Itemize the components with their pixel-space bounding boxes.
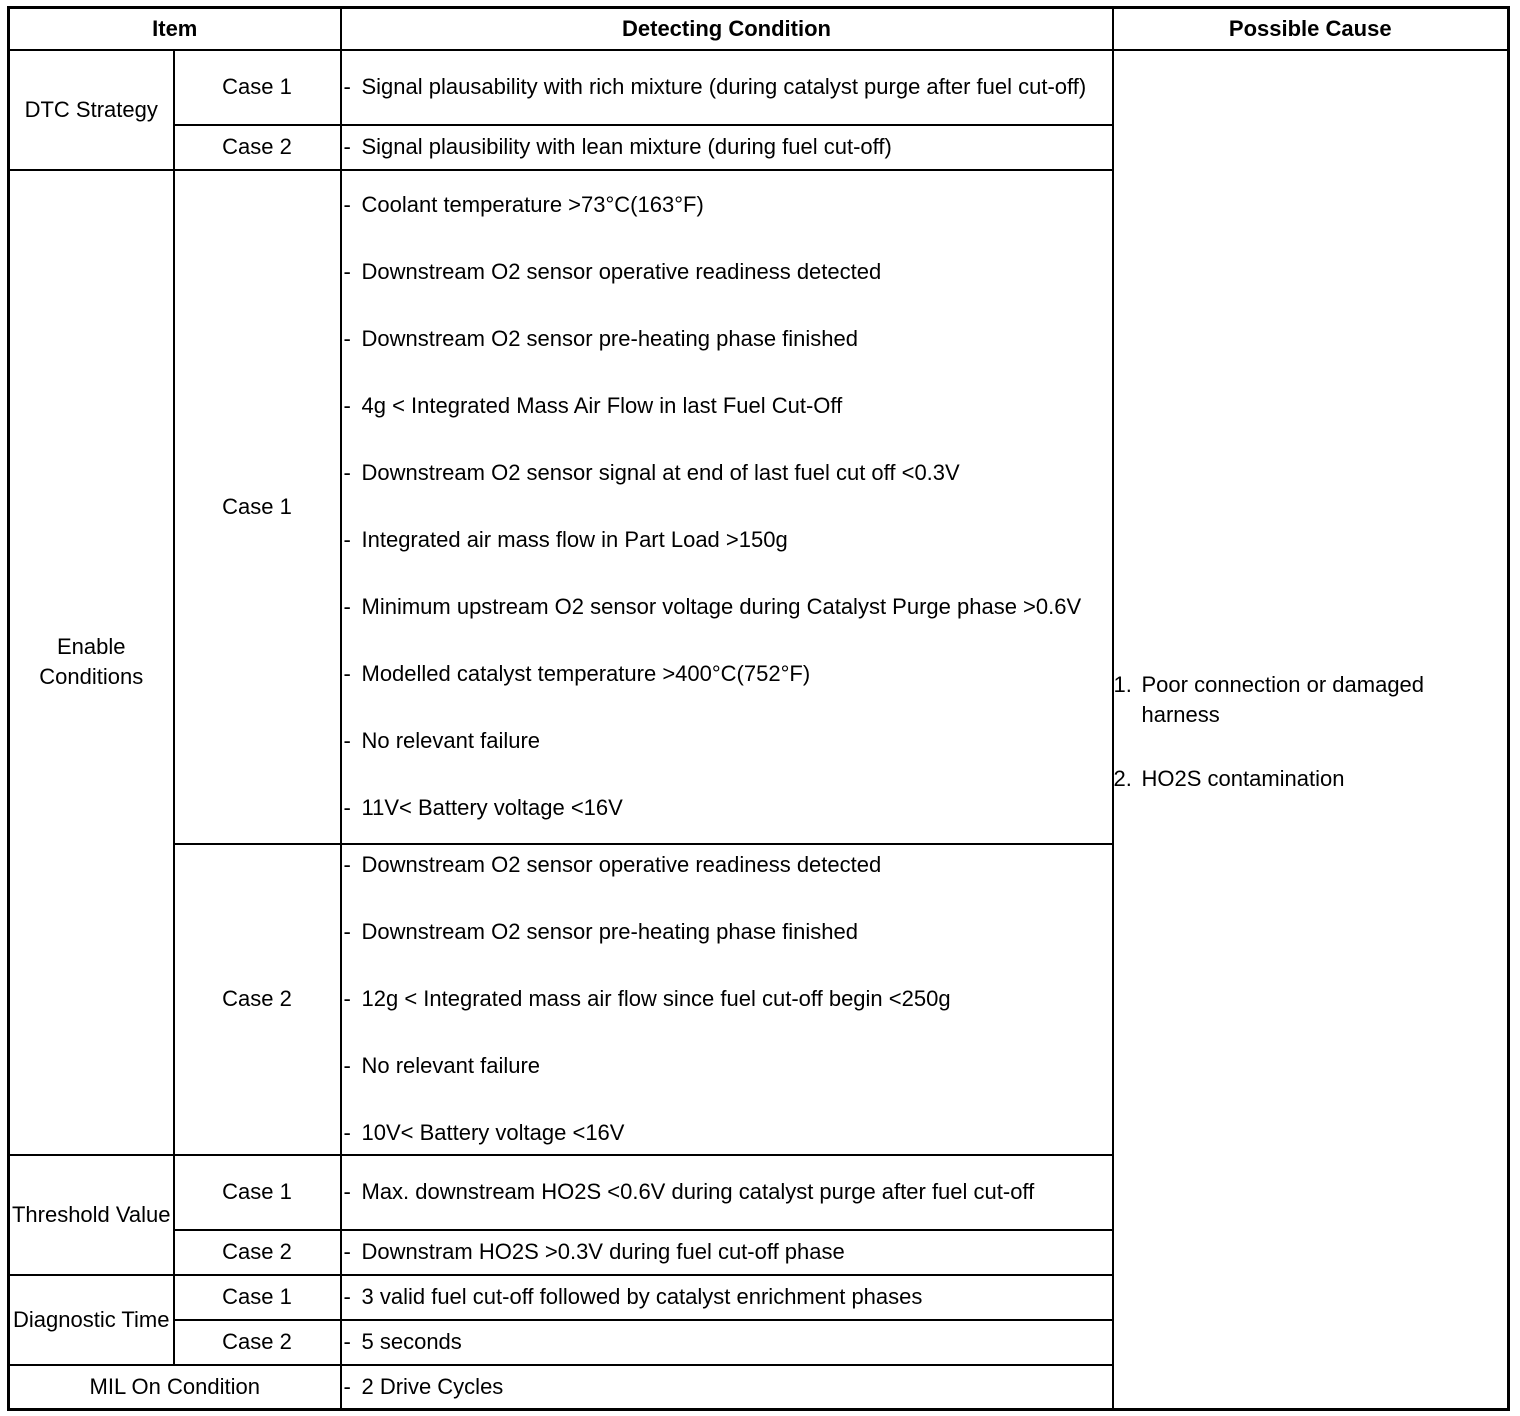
condition-item: - 12g < Integrated mass air flow since fuel cut-off begin <250g (343, 986, 951, 1011)
dtc-table (7, 6, 1510, 1411)
header-item: Item (9, 8, 341, 50)
condition-item: - Downstream O2 sensor signal at end of last fuel cut off <0.3V (343, 460, 960, 485)
condition-item: - Signal plausibility with lean mixture (during fuel cut-off) (343, 134, 892, 159)
case-label: Case 2 (174, 844, 341, 1155)
header-detecting-condition: Detecting Condition (341, 8, 1113, 50)
header-row (9, 8, 1509, 50)
case-label: Case 1 (174, 1275, 341, 1320)
case-label: Case 1 (174, 170, 341, 844)
condition-cell (341, 1275, 1113, 1320)
case-label: Case 2 (174, 1230, 341, 1275)
condition-item: - Downstram HO2S >0.3V during fuel cut-off phase (343, 1239, 845, 1264)
condition-item: - Downstream O2 sensor pre-heating phase finished (343, 326, 858, 351)
condition-item: - Modelled catalyst temperature >400°C(752°F) (343, 661, 811, 686)
condition-item: - Downstream O2 sensor pre-heating phase finished (343, 919, 858, 944)
condition-cell (341, 170, 1113, 844)
case-label: Case 1 (174, 1155, 341, 1230)
condition-cell (341, 1320, 1113, 1365)
condition-cell (341, 1230, 1113, 1275)
condition-cell (341, 1365, 1113, 1410)
cause-item: 2. HO2S contamination (1113, 766, 1345, 792)
group-label-threshold-value: Threshold Value (9, 1155, 174, 1275)
group-label-enable-conditions: Enable Conditions (9, 170, 174, 1155)
case-label: Case 1 (174, 50, 341, 125)
condition-item: - 2 Drive Cycles (343, 1373, 504, 1399)
condition-item: - Downstream O2 sensor operative readiness detected (343, 852, 882, 877)
condition-item: - Signal plausability with rich mixture (during catalyst purge after fuel cut-off) (342, 72, 1112, 102)
condition-cell (341, 844, 1113, 1155)
condition-item: - No relevant failure (343, 1053, 541, 1078)
condition-cell (341, 1155, 1113, 1230)
condition-item: - Integrated air mass flow in Part Load >150g (343, 527, 788, 552)
condition-item: - 10V< Battery voltage <16V (343, 1120, 625, 1145)
table-row (9, 50, 1509, 125)
case-label: Case 2 (174, 1320, 341, 1365)
group-label-diagnostic-time: Diagnostic Time (9, 1275, 174, 1365)
condition-cell (341, 50, 1113, 125)
condition-item: - 4g < Integrated Mass Air Flow in last Fuel Cut-Off (343, 393, 843, 418)
condition-item: - 3 valid fuel cut-off followed by catalyst enrichment phases (343, 1284, 923, 1309)
condition-item: - No relevant failure (343, 728, 541, 753)
header-possible-cause: Possible Cause (1113, 8, 1509, 50)
cause-item: 1. Poor connection or damaged harness (1113, 672, 1425, 728)
condition-item: - Max. downstream HO2S <0.6V during catalyst purge after fuel cut-off (343, 1179, 1035, 1204)
condition-item: - Coolant temperature >73°C(163°F) (343, 192, 704, 217)
bullet-dash: - (343, 74, 351, 99)
group-label-mil-on-condition: MIL On Condition (9, 1365, 341, 1410)
possible-cause-cell (1113, 50, 1509, 1410)
case-label: Case 2 (174, 125, 341, 170)
condition-item: - Downstream O2 sensor operative readiness detected (343, 259, 882, 284)
condition-item: - Minimum upstream O2 sensor voltage during Catalyst Purge phase >0.6V (343, 594, 1082, 619)
condition-item: - 11V< Battery voltage <16V (343, 795, 623, 820)
group-label-dtc-strategy: DTC Strategy (9, 50, 174, 170)
condition-item: - 5 seconds (343, 1329, 462, 1354)
condition-cell (341, 125, 1113, 170)
